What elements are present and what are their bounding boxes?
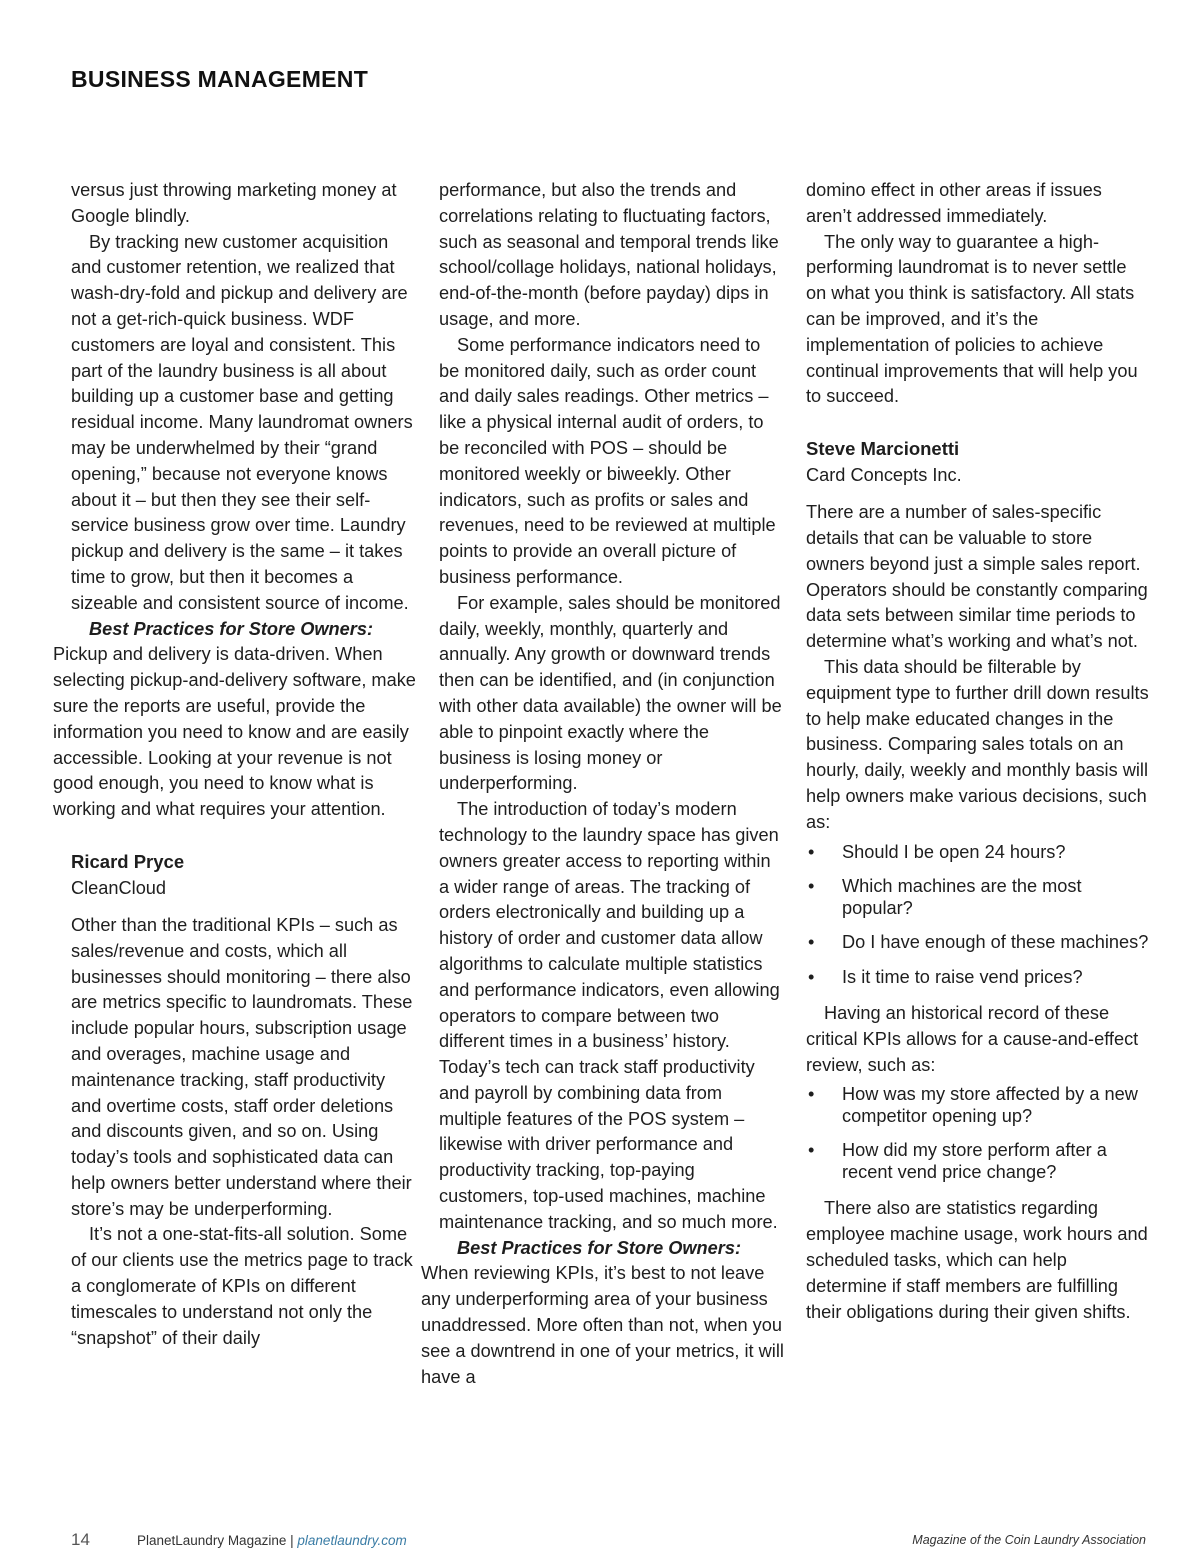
author-company: CleanCloud (71, 877, 167, 898)
paragraph: Having an historical record of these critical KPIs allows for a cause-and-effect review, such as: (806, 1003, 1139, 1075)
list-item: • Do I have enough of these machines? (808, 932, 1149, 953)
list-item: • How did my store perform after a recent vend price change? (808, 1140, 1107, 1182)
paragraph: This data should be filterable by equipment type to further drill down results to help make educated changes in the business. Comparing sales totals on an hourly, daily, weekly and monthly basis will help owners make various decisions, such as: (806, 656, 1149, 832)
list-item: • How was my store affected by a new competitor opening up? (808, 1084, 1138, 1126)
column-2 (421, 178, 784, 1390)
association-tagline: Magazine of the Coin Laundry Association (912, 1533, 1146, 1547)
paragraph: It’s not a one-stat-fits-all solution. Some of our clients use the metrics page to track a conglomerate of KPIs on different timescales to understand not only the “snapshot” of their daily (71, 1224, 413, 1348)
best-practices-paragraph (421, 1236, 784, 1391)
paragraph: performance, but also the trends and correlations relating to fluctuating factors, such as seasonal and temporal trends like school/collage holidays, national holidays, end-of-the-month (before payday) dips in usage, and more. (439, 180, 779, 329)
author-company: Card Concepts Inc. (806, 465, 962, 486)
bullet-list (806, 1084, 1151, 1183)
website-link[interactable]: planetlaundry.com (297, 1533, 407, 1548)
magazine-name: PlanetLaundry Magazine (137, 1533, 287, 1548)
paragraph: For example, sales should be monitored daily, weekly, monthly, quarterly and annually. Any growth or downward trends then can be identified, and (in conjunction with other data available) the owner will be able to pinpoint exactly where the business is losing money or underperforming. (439, 592, 782, 794)
section-header: BUSINESS MANAGEMENT (71, 66, 369, 92)
page-footer (71, 1532, 1146, 1552)
bullet-icon: • (808, 932, 815, 953)
paragraph: There are a number of sales-specific details that can be valuable to store owners beyond just a simple sales report. Operators should be constantly comparing data sets between similar time periods to determine what’s working and what’s not. (806, 502, 1148, 652)
list-item: • Should I be open 24 hours? (808, 841, 1066, 862)
author-name: Ricard Pryce (71, 850, 185, 872)
page-number: 14 (71, 1530, 90, 1549)
best-practices-label: Best Practices for Store Owners: (457, 1237, 742, 1258)
list-item: • Is it time to raise vend prices? (808, 966, 1083, 987)
bullet-icon: • (808, 876, 815, 897)
column-1 (53, 178, 416, 1351)
paragraph: domino effect in other areas if issues aren’t addressed immediately. (806, 180, 1102, 226)
best-practices-text: When reviewing KPIs, it’s best to not leave any underperforming area of your business unaddressed. More often than not, when you see a downtrend in one of your metrics, it will have a (421, 1263, 784, 1387)
paragraph: By tracking new customer acquisition and customer retention, we realized that wash-dry-fold and pickup and delivery are not a get-rich-quick business. WDF customers are loyal and consistent. This part of the laundry business is all about building up a customer base and getting residual income. Many laundromat owners may be underwhelmed by their “grand opening,” because not everyone knows about it – but then they see their self-service business grow over time. Laundry pickup and delivery is the same – it takes time to grow, but then it becomes a sizeable and consistent source of income. (71, 231, 413, 613)
paragraph: The only way to guarantee a high-performing laundromat is to never settle on what you think is satisfactory. All stats can be improved, and it’s the implementation of policies to achieve continual improvements that will help you to succeed. (806, 231, 1138, 407)
bullet-icon: • (808, 1140, 815, 1161)
best-practices-paragraph (53, 617, 416, 823)
paragraph: Other than the traditional KPIs – such as sales/revenue and costs, which all businesses should monitoring – there also are metrics specific to laundromats. These include popular hours, subscription usage and overages, machine usage and maintenance tracking, staff productivity and overtime costs, staff order deletions and discounts given, and so on. Using today’s tools and sophisticated data can help owners better understand where their store’s may be underperforming. (71, 914, 413, 1219)
best-practices-label: Best Practices for Store Owners: (89, 618, 374, 639)
best-practices-text: Pickup and delivery is data-driven. When selecting pickup-and-delivery software, make sure the reports are useful, provide the information you need to know and are easily accessible. Looking at your revenue is not good enough, you need to know what is working and what requires your attention. (53, 644, 416, 820)
bullet-icon: • (808, 841, 815, 862)
footer-separator: | (290, 1533, 294, 1548)
bullet-icon: • (808, 1084, 815, 1105)
list-item: • Which machines are the most popular? (808, 876, 1082, 918)
column-3 (806, 178, 1151, 1325)
footer-publication (137, 1533, 407, 1548)
author-name: Steve Marcionetti (806, 438, 960, 460)
paragraph: Some performance indicators need to be monitored daily, such as order count and daily sales readings. Other metrics – like a physical internal audit of orders, to be reconciled with POS – should be monitored weekly or biweekly. Other indicators, such as profits or sales and revenues, need to be reviewed at multiple points to provide an overall picture of business performance. (439, 334, 776, 587)
paragraph: The introduction of today’s modern technology to the laundry space has given owners greater access to reporting within a wider range of areas. The tracking of orders electronically and building up a history of order and customer data allow algorithms to calculate multiple statistics and performance indicators, even allowing operators to compare between two different times in a business’ history. Today’s tech can track staff productivity and payroll by combining data from multiple features of the POS system – likewise with driver performance and productivity tracking, top-paying customers, top-used machines, machine maintenance tracking, and so much more. (439, 799, 780, 1232)
bullet-list (806, 842, 1151, 989)
bullet-icon: • (808, 966, 815, 987)
paragraph: There also are statistics regarding employee machine usage, work hours and scheduled tasks, which can help determine if staff members are fulfilling their obligations during their given shifts. (806, 1198, 1148, 1322)
paragraph: versus just throwing marketing money at Google blindly. (71, 180, 397, 226)
